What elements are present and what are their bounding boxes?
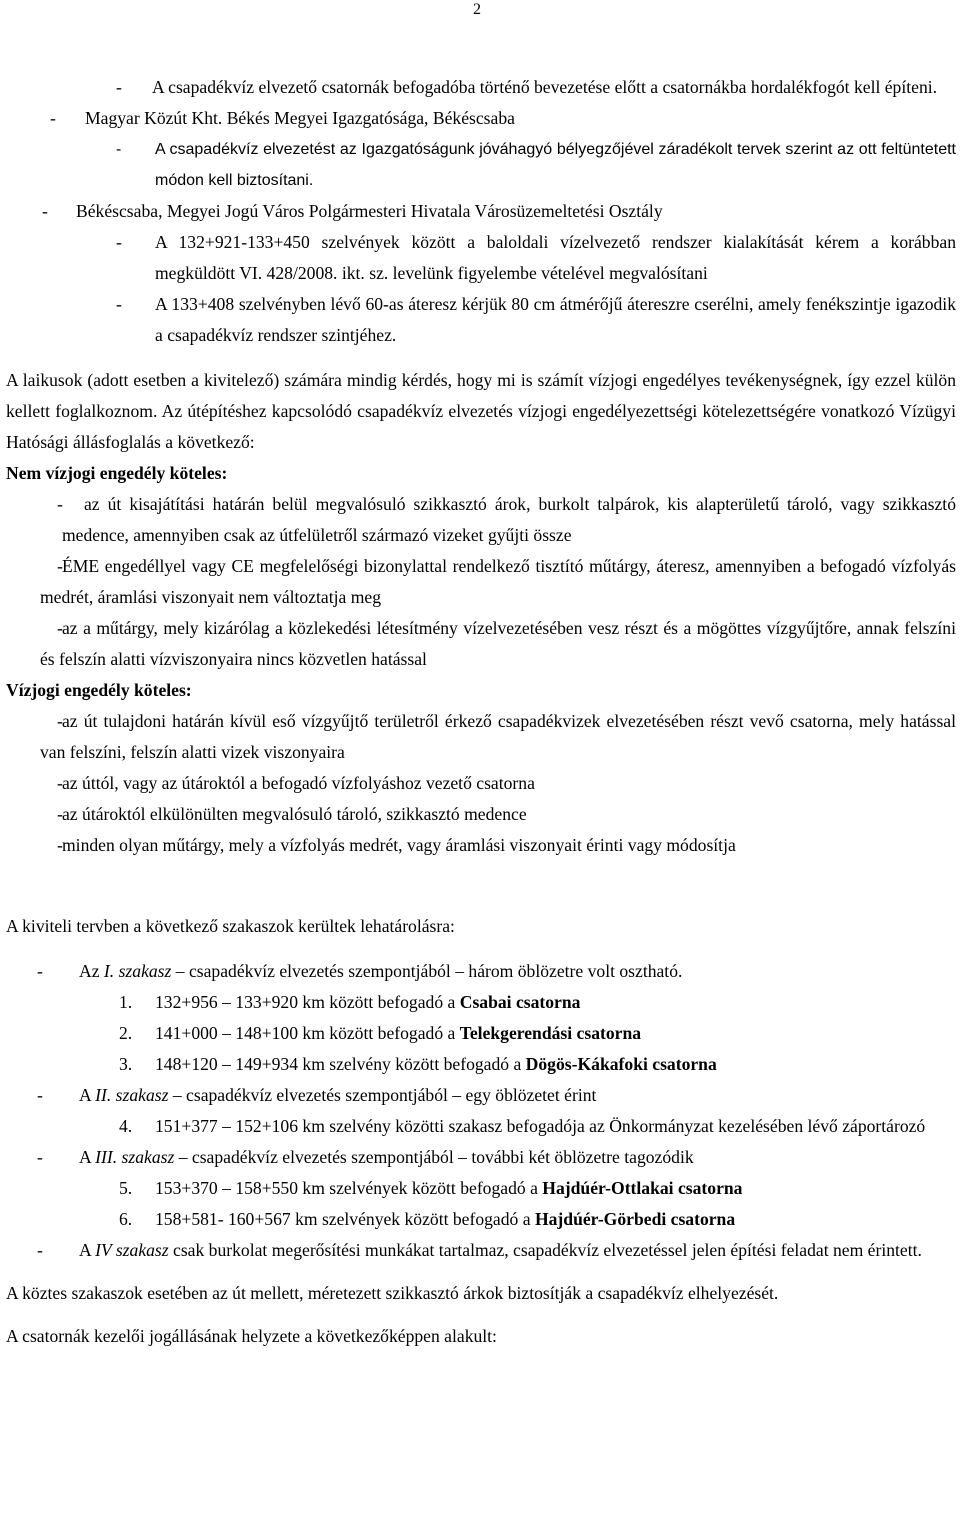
- numbered-item: [6, 987, 956, 1018]
- list-item: [6, 289, 956, 351]
- numbered-item: [6, 1173, 956, 1204]
- document-body: [6, 72, 956, 1352]
- item-text: 132+956 – 133+920 km között befogadó a: [155, 992, 460, 1012]
- list-dash: -: [57, 618, 63, 638]
- section-prefix: A: [79, 1147, 96, 1167]
- list-item-text: az a műtárgy, mely kizárólag a közlekedési létesítmény vízelvezetésében vesz részt és a mögöttes vízgyűjtőre, annak felszíni és felszín alatti vízviszonyaira nincs közvetlen hatással: [40, 618, 956, 669]
- section-item: [6, 1235, 956, 1266]
- section-prefix: A: [79, 1085, 96, 1105]
- numbered-item: [6, 1018, 956, 1049]
- section-label: III. szakasz: [95, 1147, 175, 1167]
- numbered-item: [6, 1111, 956, 1142]
- section-text: – csapadékvíz elvezetés szempontjából – három öblözetre volt osztható.: [171, 961, 683, 981]
- list-item: [6, 134, 956, 196]
- list-dash: -: [116, 232, 122, 252]
- list-item: [6, 551, 956, 613]
- list-dash: -: [116, 141, 122, 158]
- item-text: 153+370 – 158+550 km szelvények között befogadó a: [155, 1178, 543, 1198]
- paragraph-operators: A csatornák kezelői jogállásának helyzete a következőképpen alakult:: [6, 1326, 497, 1346]
- paragraph-sections-intro: A kiviteli tervben a következő szakaszok kerültek lehatárolásra:: [6, 916, 455, 936]
- list-dash: -: [57, 773, 63, 793]
- list-item-text: Békéscsaba, Megyei Jogú Város Polgármesteri Hivatala Városüzemeltetési Osztály: [76, 201, 663, 221]
- list-item-text: Magyar Közút Kht. Békés Megyei Igazgatósága, Békéscsaba: [85, 108, 515, 128]
- section-label: II. szakasz: [95, 1085, 169, 1105]
- list-item: [6, 489, 956, 551]
- page-number: 2: [473, 1, 481, 18]
- item-receiver: Hajdúér-Ottlakai csatorna: [542, 1178, 743, 1198]
- numbered-item: [6, 1049, 956, 1080]
- item-text: 151+377 – 152+106 km szelvény közötti szakasz befogadója az Önkormányzat kezelésében lévő záportározó: [155, 1116, 926, 1136]
- list-dash: -: [57, 804, 63, 824]
- section-label: IV szakasz: [95, 1240, 169, 1260]
- list-item: [6, 830, 956, 861]
- item-number: 4.: [119, 1116, 133, 1136]
- section-prefix: Az: [79, 961, 104, 981]
- list-item: [6, 799, 956, 830]
- list-item-text: az út kisajátítási határán belül megvalósuló szikkasztó árok, burkolt talpárok, kis alapterületű tároló, vagy szikkasztó medence, amennyiben csak az útfelületről származó vizeket gyűjti össze: [62, 494, 956, 545]
- list-dash: -: [37, 961, 43, 981]
- item-receiver: Dögös-Kákafoki csatorna: [525, 1054, 717, 1074]
- list-dash: -: [57, 711, 63, 731]
- item-text: 158+581- 160+567 km szelvények között befogadó a: [155, 1209, 535, 1229]
- item-number: 3.: [119, 1054, 133, 1074]
- item-number: 6.: [119, 1209, 133, 1229]
- paragraph-intro: A laikusok (adott esetben a kivitelező) számára mindig kérdés, hogy mi is számít vízjogi engedélyes tevékenységnek, így ezzel külön kellett foglalkoznom. Az útépítéshez kapcsolódó csapadékvíz elvezetés vízjogi engedélyezettségi kötelezettségére vonatkozó Vízügyi Hatósági állásfoglalás a következő:: [6, 370, 956, 452]
- list-item-text: minden olyan műtárgy, mely a vízfolyás medrét, vagy áramlási viszonyait érinti vagy módosítja: [62, 835, 736, 855]
- item-receiver: Csabai csatorna: [459, 992, 581, 1012]
- section-text: – csapadékvíz elvezetés szempontjából – további két öblözetre tagozódik: [174, 1147, 694, 1167]
- section-item: [6, 1080, 956, 1111]
- list-item: [6, 768, 956, 799]
- list-dash: -: [50, 108, 56, 128]
- list-item: [6, 196, 956, 227]
- item-number: 2.: [119, 1023, 133, 1043]
- section-prefix: A: [79, 1240, 96, 1260]
- list-item-text: ÉME engedéllyel vagy CE megfelelőségi bizonylattal rendelkező tisztító műtárgy, áteresz, amennyiben a befogadó vízfolyás medrét, áramlási viszonyait nem változtatja meg: [40, 556, 956, 607]
- list-dash: -: [116, 294, 122, 314]
- section-text: csak burkolat megerősítési munkákat tartalmaz, csapadékvíz elvezetéssel jelen építési feladat nem érintett.: [168, 1240, 922, 1260]
- list-item-text: A csapadékvíz elvezető csatornák befogadóba történő bevezetése előtt a csatornákba hordalékfogót kell építeni.: [152, 77, 938, 97]
- item-number: 1.: [119, 992, 133, 1012]
- heading-not-required: Nem vízjogi engedély köteles:: [6, 463, 228, 483]
- list-dash: -: [57, 835, 63, 855]
- list-dash: -: [42, 201, 48, 221]
- section-text: – csapadékvíz elvezetés szempontjából – egy öblözetet érint: [168, 1085, 597, 1105]
- item-receiver: Hajdúér-Görbedi csatorna: [534, 1209, 736, 1229]
- list-dash: -: [116, 77, 122, 97]
- list-item-text: az úttól, vagy az útároktól a befogadó vízfolyáshoz vezető csatorna: [62, 773, 535, 793]
- section-item: [6, 1142, 956, 1173]
- required-list: [6, 706, 956, 861]
- sections-list: [6, 956, 956, 1266]
- list-dash: -: [57, 494, 63, 514]
- list-item: [6, 103, 956, 134]
- section-item: [6, 956, 956, 987]
- list-dash: -: [37, 1240, 43, 1260]
- heading-required: Vízjogi engedély köteles:: [6, 680, 192, 700]
- paragraph-intermediate: A köztes szakaszok esetében az út mellett, méretezett szikkasztó árkok biztosítják a csapadékvíz elhelyezését.: [6, 1283, 779, 1303]
- numbered-item: [6, 1204, 956, 1235]
- item-text: 148+120 – 149+934 km szelvény között befogadó a: [155, 1054, 526, 1074]
- list-item-text: A 132+921-133+450 szelvények között a baloldali vízelvezető rendszer kialakítását kérem a korábban megküldött VI. 428/2008. ikt. sz. levelünk figyelembe vételével megvalósítani: [155, 232, 956, 283]
- list-item-text: az útároktól elkülönülten megvalósuló tároló, szikkasztó medence: [62, 804, 527, 824]
- list-item: [6, 72, 956, 103]
- item-number: 5.: [119, 1178, 133, 1198]
- list-dash: -: [37, 1147, 43, 1167]
- list-item-text: A csapadékvíz elvezetést az Igazgatóságunk jóváhagyó bélyegzőjével záradékolt tervek szerint az ott feltüntetett módon kell biztosítani.: [155, 141, 956, 189]
- list-item-text: A 133+408 szelvényben lévő 60-as áteresz kérjük 80 cm átmérőjű átereszre cserélni, amely fenékszintje igazodik a csapadékvíz rendszer szintjéhez.: [155, 294, 956, 345]
- list-item-text: az út tulajdoni határán kívül eső vízgyűjtő területről érkező csapadékvizek elvezetésében részt vevő csatorna, mely hatással van felszíni, felszín alatti vizek viszonyaira: [40, 711, 956, 762]
- section-label: I. szakasz: [103, 961, 172, 981]
- list-dash: -: [57, 556, 63, 576]
- list-item: [6, 227, 956, 289]
- top-list: [6, 72, 956, 351]
- item-text: 141+000 – 148+100 km között befogadó a: [155, 1023, 460, 1043]
- list-item: [6, 706, 956, 768]
- not-required-list: [6, 489, 956, 675]
- item-receiver: Telekgerendási csatorna: [459, 1023, 642, 1043]
- list-dash: -: [37, 1085, 43, 1105]
- list-item: [6, 613, 956, 675]
